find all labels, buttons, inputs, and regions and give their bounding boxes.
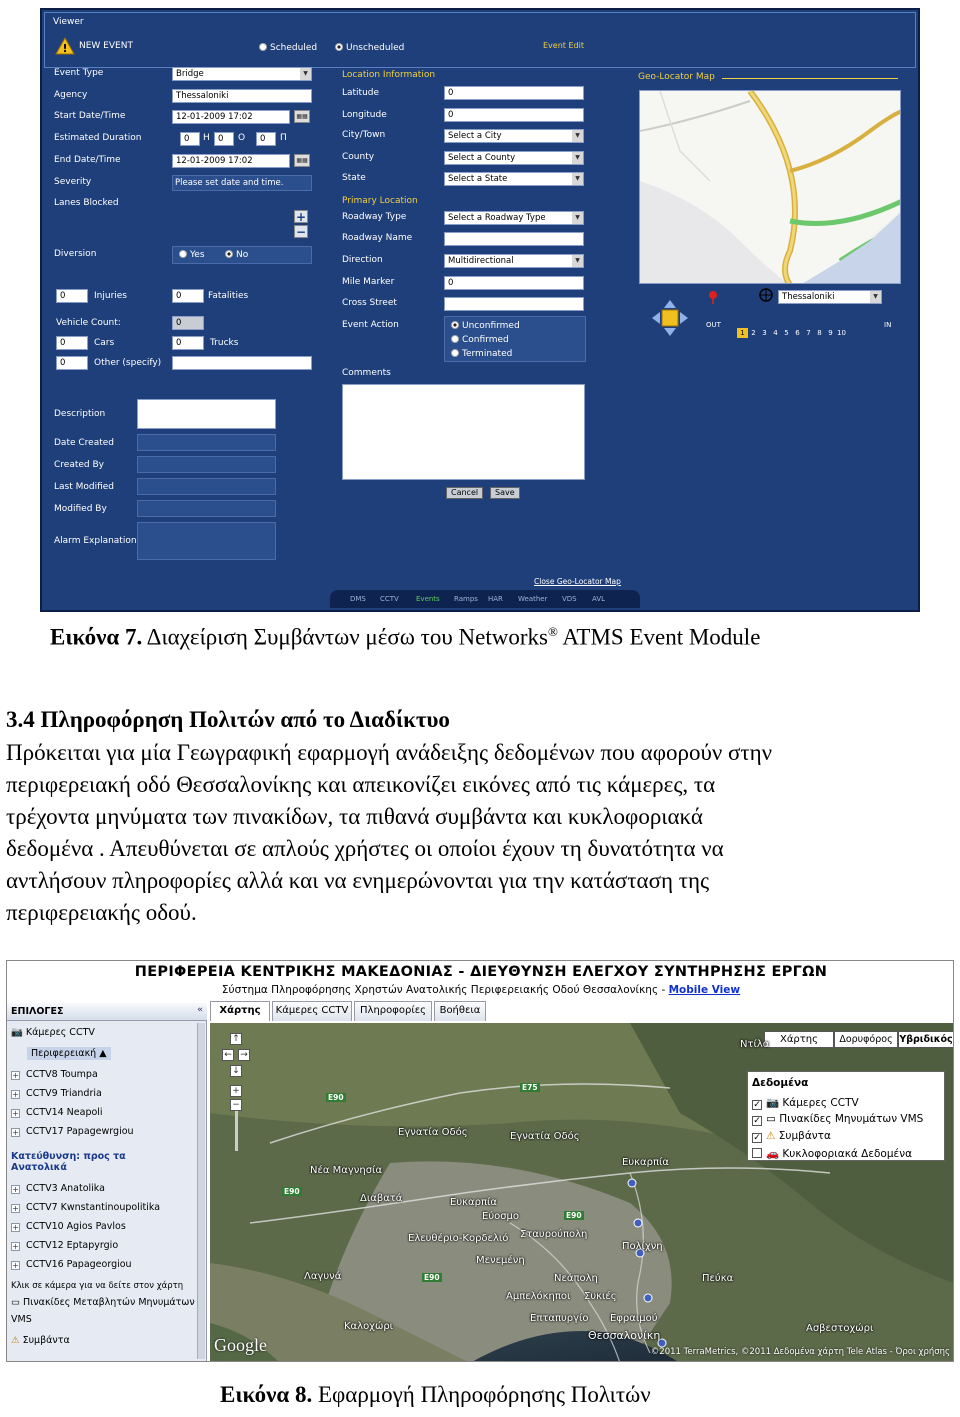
events-group[interactable]: ⚠ Συμβάντα xyxy=(11,1335,70,1346)
place-label: Ασβεστοχώρι xyxy=(806,1323,874,1334)
tab-help[interactable]: Βοήθεια xyxy=(434,1001,486,1021)
satellite-map[interactable] xyxy=(210,1023,954,1362)
zoom-level-6[interactable]: 6 xyxy=(795,329,800,337)
location-information-heading: Location Information xyxy=(342,70,436,80)
duration-hours[interactable]: 0 xyxy=(214,132,234,146)
primary-location-heading: Primary Location xyxy=(342,196,418,206)
description-input[interactable] xyxy=(137,399,276,429)
map-type-map[interactable]: Χάρτης xyxy=(764,1031,834,1048)
unconfirmed-radio[interactable]: Unconfirmed xyxy=(451,321,520,331)
warning-icon: ⚠ xyxy=(766,1130,776,1142)
pan-down-icon[interactable]: ↓ xyxy=(230,1065,242,1077)
zoom-level-9[interactable]: 9 xyxy=(828,329,833,337)
paragraph-line: Πρόκειται για μία Γεωγραφική εφαρμογή ανάδειξης δεδομένων που αφορούν στην xyxy=(6,740,773,765)
tab-map[interactable]: Χάρτης xyxy=(210,1001,270,1021)
road-shield: E90 xyxy=(424,1273,440,1282)
warning-icon xyxy=(55,37,75,55)
paragraph-line: περιφερειακή οδό Θεσσαλονίκης και απεικονίζει εικόνες από τις κάμερες, τα xyxy=(6,772,716,797)
event-edit-label: Event Edit xyxy=(543,41,584,50)
diversion-yes-radio[interactable]: Yes xyxy=(179,250,205,260)
add-lane-button[interactable]: + xyxy=(295,210,307,224)
other-label: Other (specify) xyxy=(94,358,162,368)
trucks-input[interactable]: 0 xyxy=(172,336,204,350)
camera-item[interactable]: + CCTV17 Papagewrgiou xyxy=(12,1126,134,1137)
event-action-options xyxy=(444,316,586,362)
modified-by-value xyxy=(137,500,276,517)
alarm-explanation-label: Alarm Explanation xyxy=(54,536,137,546)
calendar-icon[interactable]: ▦▦ xyxy=(294,110,310,123)
viewer-label: Viewer xyxy=(53,17,84,27)
pan-control-icon[interactable] xyxy=(650,298,690,338)
direction-label: Direction xyxy=(342,255,383,265)
camera-item[interactable]: + CCTV16 Papageorgiou xyxy=(12,1259,132,1270)
sidebar-header: ΕΠΙΛΟΓΕΣ « xyxy=(7,1003,207,1021)
pan-right-icon[interactable]: → xyxy=(238,1049,250,1061)
cctv-group[interactable]: 📷 Κάμερες CCTV xyxy=(11,1027,95,1038)
heading-rule xyxy=(722,78,898,79)
place-label: Μενεμένη xyxy=(476,1255,525,1266)
camera-item[interactable]: + CCTV14 Neapoli xyxy=(12,1107,103,1118)
cancel-button[interactable]: Cancel xyxy=(446,487,483,499)
place-label: Ντίλα xyxy=(740,1039,770,1050)
pan-left-icon[interactable]: ← xyxy=(222,1049,234,1061)
unscheduled-radio[interactable]: Unscheduled xyxy=(335,43,404,53)
map-roads xyxy=(640,91,901,284)
severity-field[interactable]: Please set date and time. xyxy=(172,175,312,191)
cross-street-label: Cross Street xyxy=(342,298,397,308)
end-datetime-input[interactable]: 12-01-2009 17:02 xyxy=(172,154,290,168)
paragraph-line: τρέχοντα μηνύματα των πινακίδων, τα πιθανά συμβάντα και κυκλοφοριακά xyxy=(6,804,703,829)
road-shield: E90 xyxy=(284,1187,300,1196)
camera-item[interactable]: + CCTV9 Triandria xyxy=(12,1088,102,1099)
last-modified-label: Last Modified xyxy=(54,482,115,492)
comments-textarea[interactable] xyxy=(342,384,585,480)
pan-up-icon[interactable]: ↑ xyxy=(230,1033,242,1045)
camera-item[interactable]: + CCTV8 Toumpa xyxy=(12,1069,98,1080)
sign-icon: ▭ xyxy=(766,1113,776,1125)
layer-traffic[interactable]: 🚗 Κυκλοφοριακά Δεδομένα xyxy=(752,1147,912,1160)
zoom-level-4[interactable]: 4 xyxy=(773,329,778,337)
place-label: Συκιές xyxy=(584,1291,617,1302)
place-label: Εγνατία Οδός xyxy=(510,1131,580,1142)
vehicle-count-label: Vehicle Count: xyxy=(56,318,121,328)
diversion-no-radio[interactable]: No xyxy=(225,250,248,260)
road-shield: E90 xyxy=(566,1211,582,1220)
trucks-label: Trucks xyxy=(210,338,239,348)
cars-label: Cars xyxy=(94,338,115,348)
start-datetime-input[interactable]: 12-01-2009 17:02 xyxy=(172,110,290,124)
camera-item[interactable]: + CCTV7 Kwnstantinoupolitika xyxy=(12,1202,161,1213)
latitude-label: Latitude xyxy=(342,88,380,98)
place-label: Ευκαρπία xyxy=(450,1197,497,1208)
map-copyright: ©2011 TerraMetrics, ©2011 Δεδομένα χάρτη Tele Atlas - Όροι χρήσης xyxy=(650,1347,950,1357)
map-type-satellite[interactable]: Δορυφόρος xyxy=(834,1031,898,1048)
zoom-level-10[interactable]: 10 xyxy=(837,329,846,337)
layers-panel xyxy=(747,1071,945,1161)
svg-text:!: ! xyxy=(62,42,68,55)
zoom-levels xyxy=(737,320,847,339)
modified-by-label: Modified By xyxy=(54,504,107,514)
figure-7-caption: Εικόνα 7. Διαχείριση Συμβάντων μέσω του Networks® ATMS Event Module xyxy=(50,624,761,650)
cross-street-input[interactable] xyxy=(444,297,584,311)
layer-vms[interactable]: ✓ ▭ Πινακίδες Μηνυμάτων VMS xyxy=(753,1113,924,1126)
injuries-label: Injuries xyxy=(94,291,127,301)
other-specify-input[interactable] xyxy=(172,356,312,370)
place-label: Εφραιμού xyxy=(610,1313,658,1324)
severity-label: Severity xyxy=(54,177,92,187)
camera-item[interactable]: + CCTV12 Eptapyrgio xyxy=(12,1240,119,1251)
duration-o-label: O xyxy=(238,133,246,143)
terminated-radio[interactable]: Terminated xyxy=(451,349,512,359)
direction-group-a[interactable]: Περιφερειακή ▲ xyxy=(27,1047,111,1060)
event-type-select[interactable]: Bridge ▼ xyxy=(172,67,312,81)
place-label: Ελευθέριο-Κορδελιό xyxy=(408,1233,509,1244)
place-label: Σταυρούπολη xyxy=(520,1229,588,1240)
duration-h-label: H xyxy=(203,133,210,143)
diversion-label: Diversion xyxy=(54,249,97,259)
tab-cctv[interactable]: CCTV xyxy=(380,595,399,603)
place-label: Ευκαρπία xyxy=(622,1157,669,1168)
roadway-type-select[interactable]: Select a Roadway Type ▼ xyxy=(444,211,584,225)
mile-marker-label: Mile Marker xyxy=(342,277,395,287)
duration-p-label: Π xyxy=(280,133,287,143)
camera-hint: Κλικ σε κάμερα για να δείτε στον χάρτη xyxy=(11,1281,184,1291)
alarm-explanation-value xyxy=(137,522,276,560)
geo-locator-map[interactable] xyxy=(639,90,901,284)
figure-8-caption: Εικόνα 8. Εφαρμογή Πληροφόρησης Πολιτών xyxy=(220,1382,651,1407)
end-datetime-label: End Date/Time xyxy=(54,155,121,165)
state-select[interactable]: Select a State ▼ xyxy=(444,172,584,186)
zoom-level-7[interactable]: 7 xyxy=(806,329,811,337)
map-type-hybrid[interactable]: Υβριδικός xyxy=(898,1031,954,1048)
state-label: State xyxy=(342,173,366,183)
zoom-in-button[interactable]: IN xyxy=(884,321,892,329)
app-header-subtitle: Σύστημα Πληροφόρησης Χρηστών Ανατολικής Περιφερειακής Οδού Θεσσαλονίκης - Mobile View xyxy=(221,984,741,996)
options-sidebar xyxy=(7,1003,207,1362)
sign-icon: ▭ xyxy=(11,1297,20,1308)
map-logo: Google xyxy=(214,1335,267,1355)
place-label: Πεύκα xyxy=(702,1273,734,1284)
start-datetime-label: Start Date/Time xyxy=(54,111,126,121)
place-label: Λαγυνά xyxy=(304,1271,342,1282)
duration-days[interactable]: 0 xyxy=(180,132,200,146)
close-geo-locator-link[interactable]: Close Geo-Locator Map xyxy=(534,577,621,586)
sidebar-scrollbar[interactable] xyxy=(197,1023,205,1359)
scheduled-radio[interactable]: Scheduled xyxy=(259,43,317,53)
county-select[interactable]: Select a County ▼ xyxy=(444,151,584,165)
tab-vds[interactable]: VDS xyxy=(562,595,577,603)
save-button[interactable]: Save xyxy=(490,487,520,499)
longitude-label: Longitude xyxy=(342,110,387,120)
injuries-input[interactable]: 0 xyxy=(56,289,88,303)
geo-locator-heading: Geo-Locator Map xyxy=(638,72,715,82)
duration-label: Estimated Duration xyxy=(54,133,142,143)
direction-select[interactable]: Multidirectional ▼ xyxy=(444,254,584,268)
citizen-information-app-screenshot xyxy=(6,960,954,1362)
place-label: Αμπελόκηποι xyxy=(506,1291,571,1302)
place-label: Εύοσμο xyxy=(482,1211,520,1222)
tab-weather[interactable]: Weather xyxy=(518,595,548,603)
lanes-blocked-label: Lanes Blocked xyxy=(54,198,119,208)
place-label: Εγνατία Οδός xyxy=(398,1127,468,1138)
app-header-title: ΠΕΡΙΦΕΡΕΙΑ ΚΕΝΤΡΙΚΗΣ ΜΑΚΕΔΟΝΙΑΣ - ΔΙΕΥΘΥΝΣΗ ΕΛΕΓΧΟΥ ΣΥΝΤΗΡΗΣΗΣ ΕΡΓΩΝ xyxy=(134,964,828,980)
place-label: Πολίχνη xyxy=(622,1241,663,1252)
warning-icon: ⚠ xyxy=(11,1335,20,1346)
fatalities-label: Fatalities xyxy=(208,291,249,301)
tab-ramps[interactable]: Ramps xyxy=(454,595,478,603)
date-created-label: Date Created xyxy=(54,438,114,448)
other-input[interactable]: 0 xyxy=(56,356,88,370)
road-shield: E90 xyxy=(328,1093,344,1102)
layer-cctv[interactable]: ✓ 📷 Κάμερες CCTV xyxy=(753,1097,859,1110)
zoom-level-8[interactable]: 8 xyxy=(817,329,822,337)
comments-label: Comments xyxy=(342,368,391,378)
date-created-value xyxy=(137,434,276,451)
agency-label: Agency xyxy=(54,90,88,100)
place-label: Καλοχώρι xyxy=(344,1321,394,1332)
place-label: Νεάπολη xyxy=(554,1273,598,1284)
roadway-name-label: Roadway Name xyxy=(342,233,413,243)
agency-input[interactable]: Thessaloniki xyxy=(172,89,312,103)
zoom-out-icon[interactable]: − xyxy=(230,1099,242,1111)
paragraph-line: αντλήσουν πληροφορίες αλλά και να ενημερώνονται για την κατάσταση της xyxy=(6,868,710,893)
vehicle-count-value: 0 xyxy=(172,316,204,330)
tab-har[interactable]: HAR xyxy=(488,595,503,603)
module-tab-bar xyxy=(330,590,640,608)
event-action-label: Event Action xyxy=(342,320,399,330)
diversion-options xyxy=(172,246,312,264)
cars-input[interactable]: 0 xyxy=(56,336,88,350)
direction-group-b[interactable]: Κατεύθυνση: προς τα Ανατολικά xyxy=(11,1151,126,1173)
zoom-level-5[interactable]: 5 xyxy=(784,329,789,337)
camera-icon: 📷 xyxy=(766,1097,780,1109)
vms-short-label: VMS xyxy=(11,1314,32,1325)
paragraph-line: περιφερειακής οδού. xyxy=(6,900,197,925)
paragraph-line: δεδομένα . Απευθύνεται σε απλούς χρήστες οι οποίοι έχουν τη δυνατότητα να xyxy=(6,836,724,861)
confirmed-radio[interactable]: Confirmed xyxy=(451,335,509,345)
created-by-value xyxy=(137,456,276,473)
vms-group[interactable]: ▭ Πινακίδες Μεταβλητών Μηνυμάτων xyxy=(11,1297,195,1308)
layers-title: Δεδομένα xyxy=(752,1077,809,1089)
event-header xyxy=(44,12,916,68)
camera-item[interactable]: + CCTV10 Agios Pavlos xyxy=(12,1221,126,1232)
county-label: County xyxy=(342,152,375,162)
zoom-level-1[interactable]: 1 xyxy=(737,328,748,338)
description-label: Description xyxy=(54,409,106,419)
roadway-type-label: Roadway Type xyxy=(342,212,407,222)
new-event-label: NEW EVENT xyxy=(79,41,133,51)
tab-info[interactable]: Πληροφορίες xyxy=(354,1001,432,1021)
roadway-name-input[interactable] xyxy=(444,232,584,246)
tab-avl[interactable]: AVL xyxy=(592,595,606,603)
place-label: Διαβατά xyxy=(360,1193,403,1204)
created-by-label: Created By xyxy=(54,460,104,470)
place-label: Επταπυργίο xyxy=(530,1313,589,1324)
city-label: City/Town xyxy=(342,130,386,140)
collapse-icon[interactable]: « xyxy=(197,1005,203,1015)
atms-event-module-screenshot xyxy=(40,8,920,612)
duration-minutes[interactable]: 0 xyxy=(256,132,276,146)
map-city-select[interactable]: Thessaloniki ▼ xyxy=(778,290,882,304)
tab-events[interactable]: Events xyxy=(416,595,440,603)
road-shield: E75 xyxy=(522,1083,538,1092)
calendar-icon[interactable]: ▦▦ xyxy=(294,154,310,167)
zoom-level-3[interactable]: 3 xyxy=(762,329,767,337)
section-heading: 3.4 Πληροφόρηση Πολιτών από το Διαδίκτυο xyxy=(6,707,450,732)
tab-dms[interactable]: DMS xyxy=(350,595,366,603)
latitude-input[interactable]: 0 xyxy=(444,86,584,100)
car-icon: 🚗 xyxy=(766,1148,780,1160)
globe-icon xyxy=(758,287,774,303)
camera-item[interactable]: + CCTV3 Anatolika xyxy=(12,1183,105,1194)
fatalities-input[interactable]: 0 xyxy=(172,289,204,303)
event-type-label: Event Type xyxy=(54,68,104,78)
layer-events[interactable]: ✓ ⚠ Συμβάντα xyxy=(753,1130,831,1143)
zoom-out-button[interactable]: OUT xyxy=(706,321,721,329)
camera-icon: 📷 xyxy=(11,1027,23,1038)
remove-lane-button[interactable]: − xyxy=(295,225,307,239)
place-label: Νέα Μαγνησία xyxy=(310,1165,383,1176)
mile-marker-input[interactable]: 0 xyxy=(444,276,584,290)
city-select[interactable]: Select a City ▼ xyxy=(444,129,584,143)
zoom-in-icon[interactable]: + xyxy=(230,1085,242,1097)
last-modified-value xyxy=(137,478,276,495)
place-label: Θεσσαλονίκη xyxy=(588,1329,661,1342)
longitude-input[interactable]: 0 xyxy=(444,108,584,122)
mobile-view-link[interactable]: Mobile View xyxy=(668,984,741,996)
map-pin-icon xyxy=(708,290,718,304)
zoom-level-2[interactable]: 2 xyxy=(751,329,756,337)
tab-cctv[interactable]: Κάμερες CCTV xyxy=(272,1001,352,1021)
